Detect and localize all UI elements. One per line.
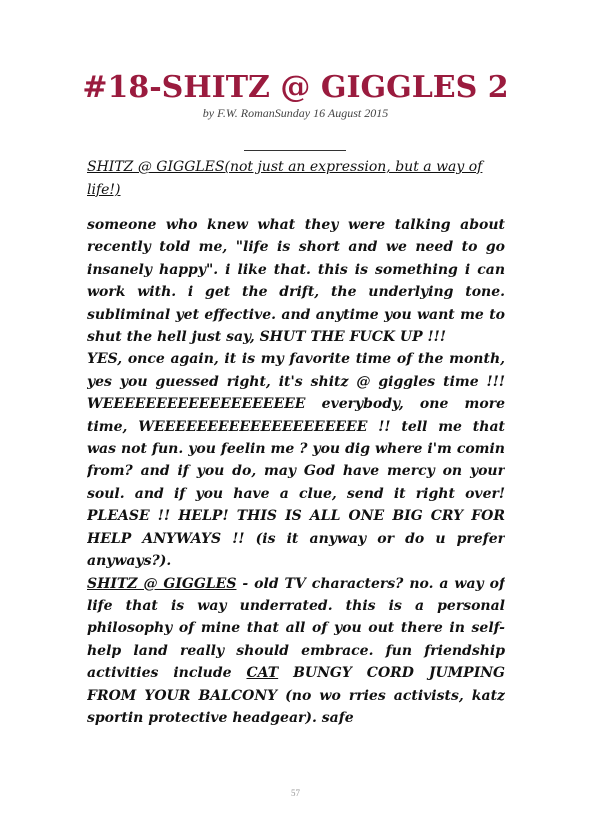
emphasis-text: CAT: [246, 665, 279, 682]
intro-subtitle: SHITZ @ GIGGLES(not just an expression, but a way of life!): [87, 159, 483, 198]
page-number: 57: [291, 788, 300, 798]
body-paragraph: [87, 573, 505, 730]
article-body: [87, 214, 505, 782]
article-title: #18-SHITZ @ GIGGLES 2: [82, 70, 509, 105]
divider-line: [244, 150, 346, 151]
section-heading: SHITZ @ GIGGLES: [87, 575, 237, 592]
body-text: BUNGY CORD JUMPING FROM YOUR BALCONY (no wo rries activists, katz sportin protective headgear). safe: [87, 665, 505, 726]
body-paragraph: YES, once again, it is my favorite time of the month, yes you guessed right, it's shitz @ giggles time !!! WEEEEEEEEEEEEEEEEEEE everybody, one more time, WEEEEEEEEEEEEEEEEEEEE !! tell me that was not fun. you feelin me ? you dig where i'm comin from? and if you do, may God have mercy on your soul. and if you have a clue, send it right over! PLEASE !! HELP! THIS IS ALL ONE BIG CRY FOR HELP ANYWAYS !! (is it anyway or do u prefer anyways?).: [87, 351, 505, 570]
body-text: - old TV characters? no. a way of life that is way underrated. this is a personal philosophy of mine that all of you out there in self-help land really should embrace. fun friendship activities include: [87, 575, 505, 682]
body-paragraph: someone who knew what they were talking about recently told me, "life is short and we need to go insanely happy". i like that. this is something i can work with. i get the drift, the underlying tone. subliminal yet effective. and anytime you want me to shut the hell just say, SHUT THE FUCK UP !!!: [87, 217, 505, 346]
byline: by F.W. RomanSunday 16 August 2015: [202, 106, 389, 120]
